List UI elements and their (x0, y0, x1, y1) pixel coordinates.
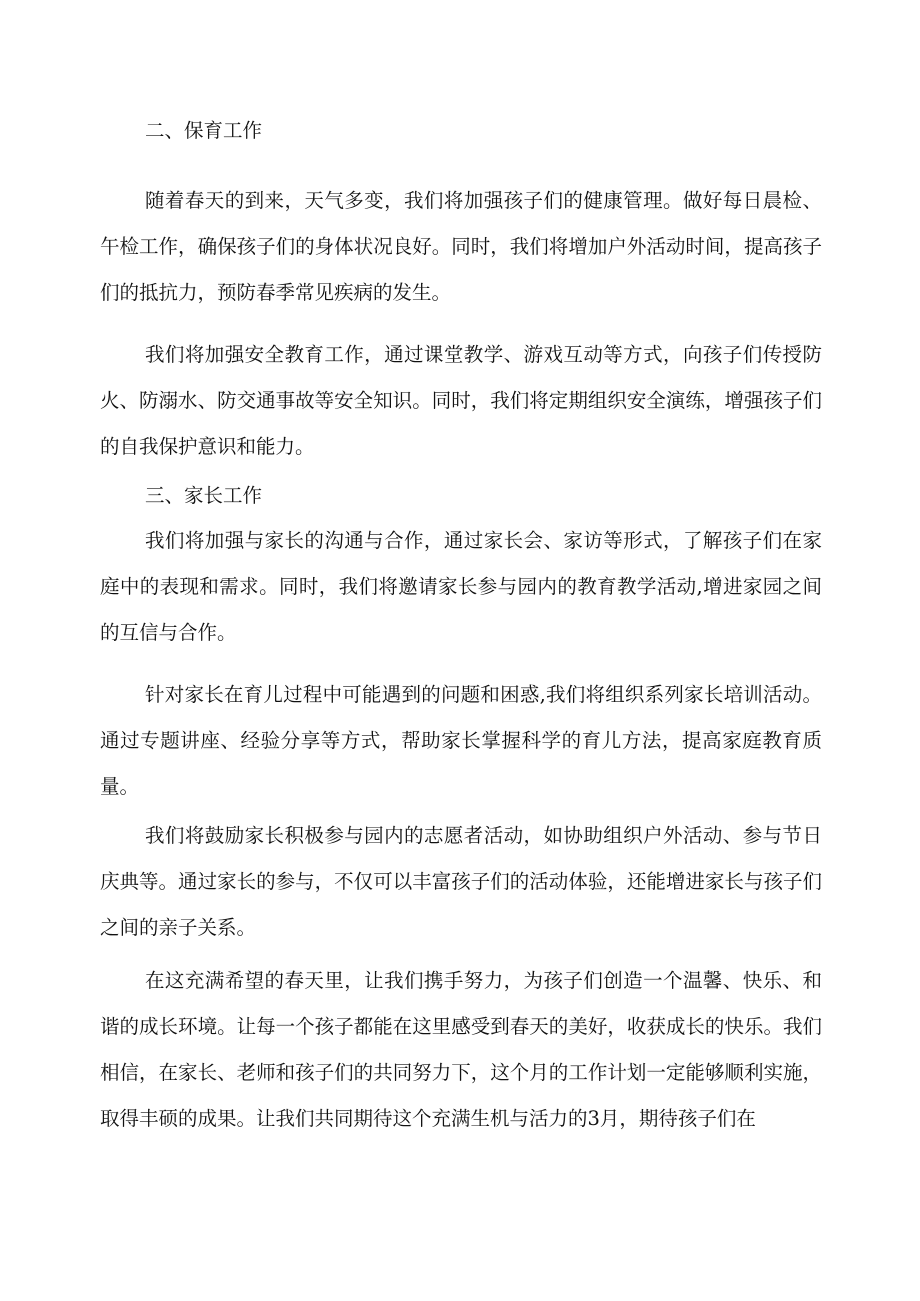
paragraph-parent-communication: 我们将加强与家长的沟通与合作，通过家长会、家访等形式，了解孩子们在家庭中的表现和需求。同时，我们将邀请家长参与园内的教育教学活动,增进家园之间的互信与合作。 (100, 529, 822, 644)
section-heading-childcare: 二、保育工作 (145, 119, 263, 142)
section-heading-parents: 三、家长工作 (145, 484, 263, 507)
paragraph-parent-training: 针对家长在育儿过程中可能遇到的问题和困惑,我们将组织系列家长培训活动。通过专题讲座、经验分享等方式，帮助家长掌握科学的育儿方法，提高家庭教育质量。 (100, 683, 822, 798)
paragraph-health-management: 随着春天的到来，天气多变，我们将加强孩子们的健康管理。做好每日晨检、午检工作，确保孩子们的身体状况良好。同时，我们将增加户外活动时间，提高孩子们的抵抗力，预防春季常见疾病的发生。 (100, 189, 822, 304)
paragraph-safety-education: 我们将加强安全教育工作，通过课堂教学、游戏互动等方式，向孩子们传授防火、防溺水、防交通事故等安全知识。同时，我们将定期组织安全演练，增强孩子们的自我保护意识和能力。 (100, 343, 822, 458)
paragraph-parent-volunteering: 我们将鼓励家长积极参与园内的志愿者活动，如协助组织户外活动、参与节日庆典等。通过家长的参与，不仅可以丰富孩子们的活动体验，还能增进家长与孩子们之间的亲子关系。 (100, 824, 822, 939)
paragraph-closing: 在这充满希望的春天里，让我们携手努力，为孩子们创造一个温馨、快乐、和谐的成长环境。让每一个孩子都能在这里感受到春天的美好，收获成长的快乐。我们相信，在家长、老师和孩子们的共同努力下，这个月的工作计划一定能够顺利实施，取得丰硕的成果。让我们共同期待这个充满生机与活力的3月，期待孩子们在 (100, 969, 822, 1130)
